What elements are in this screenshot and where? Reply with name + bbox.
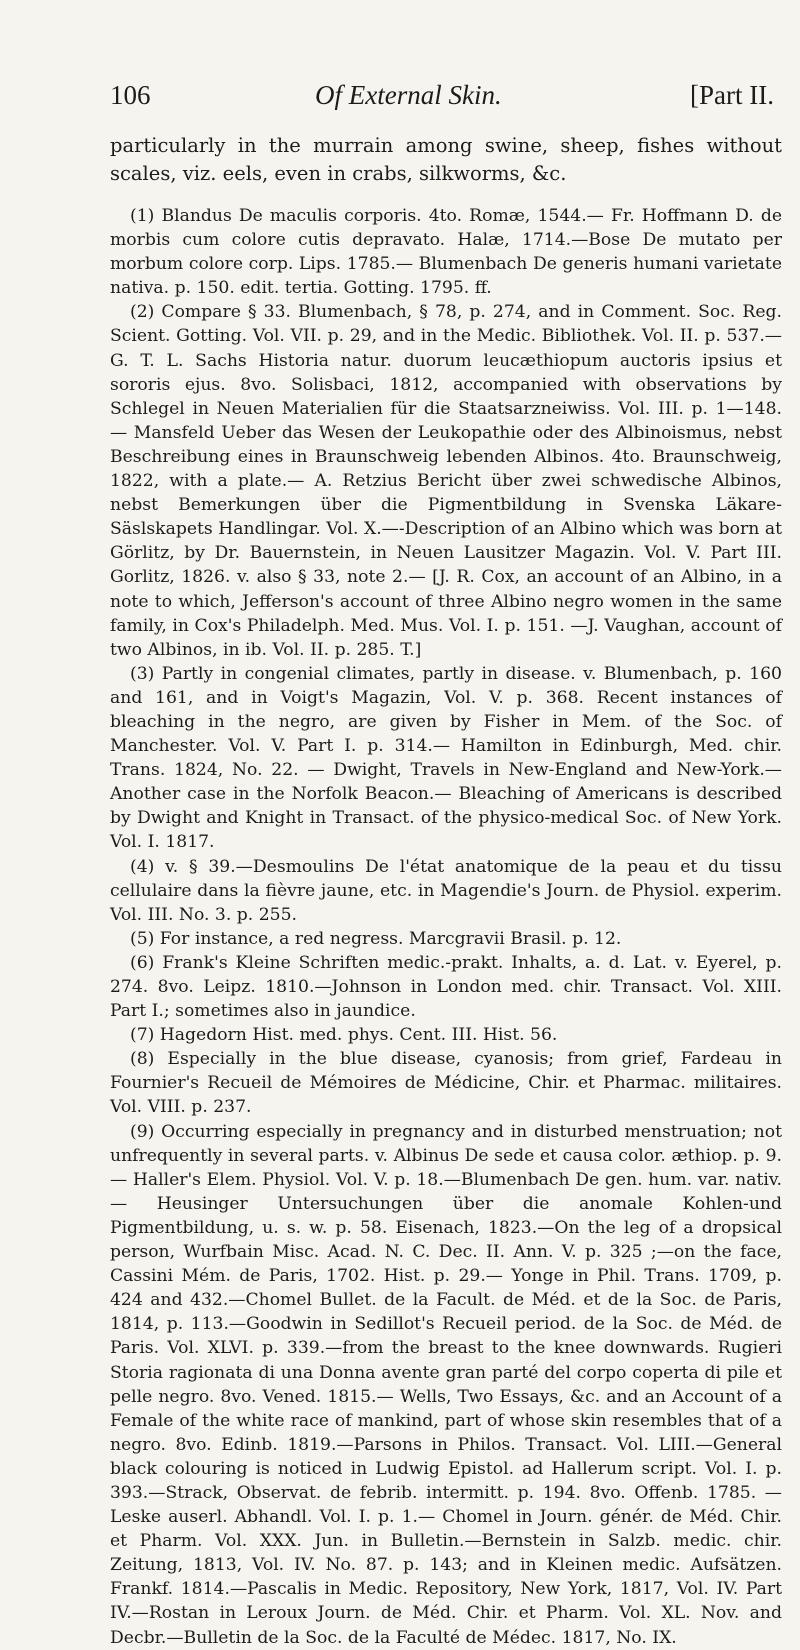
footnote-5: (5) For instance, a red negress. Marcgravii Brasil. p. 12. [130,928,622,949]
footnote-9: (9) Occurring especially in pregnancy and in disturbed menstruation; not unfrequently in several parts. v. Albinus De sede et causa color. æthiop. p. 9.— Haller's Elem. Physiol. Vol. V. p. 18.—Blumenbach De gen. hum. var. nativ.— Heusinger Untersuchungen über die anomale Kohlen-und Pigmentbildung, u. s. w. p. 58. Eisenach, 1823.—On the leg of a dropsical person, Wurfbain Misc. Acad. N. C. Dec. II. Ann. V. p. 325 ;—on the face, Cassini Mém. de Paris, 1702. Hist. p. 29.— Yonge in Phil. Trans. 1709, p. 424 and 432.—Chomel Bullet. de la Facult. de Méd. et de la Soc. de Paris, 1814, p. 113.—Goodwin in Sedillot's Recueil period. de la Soc. de Méd. de Paris. Vol. XLVI. p. 339.—from the breast to the knee downwards. Rugieri Storia ragionata di una Donna avente gran parté del corpo coperta di pile et pelle negro. 8vo. Vened. 1815.— Wells, Two Essays, &c. and an Account of a Female of the white race of mankind, part of whose skin resembles that of a negro. 8vo. Edinb. 1819.—Parsons in Philos. Transact. Vol. LIII.—General black colouring is noticed in Ludwig Epistol. ad Hallerum script. Vol. I. p. 393.—Strack, Observat. de febrib. intermitt. p. 194. 8vo. Offenb. 1785. — Leske auserl. Abhandl. Vol. I. p. 1.— Chomel in Journ. génér. de Méd. Chir. et Pharm. Vol. XXX. Jun. in Bulletin.—Bernstein in Salzb. medic. chir. Zeitung, 1813, Vol. IV. No. 87. p. 143; and in Kleinen medic. Aufsätzen. Frankf. 1814.—Pascalis in Medic. Repository, New York, 1817, Vol. IV. Part IV.—Rostan in Leroux Journ. de Méd. Chir. et Pharm. Vol. XL. Nov. and Decbr.—Bulletin de la Soc. de la Faculté de Médec. 1817, No. IX. [110,1121,782,1648]
intro-paragraph: particularly in the murrain among swine, sheep, fishes without scales, viz. eels, even in crabs, silkworms, &c. [110,134,782,185]
footnote-4: (4) v. § 39.—Desmoulins De l'état anatomique de la peau et du tissu cellulaire dans la fièvre jaune, etc. in Magendie's Journ. de Physiol. experim. Vol. III. No. 3. p. 255. [110,856,782,925]
part-label: [Part II. [690,80,774,110]
running-title: Of External Skin. [315,80,502,110]
running-head [110,80,774,112]
footnote-2: (2) Compare § 33. Blumenbach, § 78, p. 274, and in Comment. Soc. Reg. Scient. Gotting. Vol. VII. p. 29, and in the Medic. Bibliothek. Vol. II. p. 537.—G. T. L. Sachs Historia natur. duorum leucæthiopum auctoris ipsius et sororis ejus. 8vo. Solisbaci, 1812, accompanied with observations by Schlegel in Neuen Materialien für die Staatsarzneiwiss. Vol. III. p. 1—148. — Mansfeld Ueber das Wesen der Leukopathie oder des Albinoismus, nebst Beschreibung eines in Braunschweig lebenden Albinos. 4to. Braunschweig, 1822, with a plate.— A. Retzius Bericht über zwei schwedische Albinos, nebst Bemerkungen über die Pigmentbildung in Svenska Läkare-Säslskapets Handlingar. Vol. X.—-Description of an Albino which was born at Görlitz, by Dr. Bauernstein, in Neuen Lausitzer Magazin. Vol. V. Part III. Gorlitz, 1826. v. also § 33, note 2.— [J. R. Cox, an account of an Albino, in a note to which, Jefferson's account of three Albino negro women in the same family, in Cox's Philadelph. Med. Mus. Vol. I. p. 151. —J. Vaughan, account of two Albinos, in ib. Vol. II. p. 285. T.] [110,302,782,660]
footnote-8: (8) Especially in the blue disease, cyanosis; from grief, Fardeau in Fournier's Recueil de Mémoires de Médicine, Chir. et Pharmac. militaires. Vol. VIII. p. 237. [110,1049,782,1118]
page-body [110,132,782,1650]
footnote-6: (6) Frank's Kleine Schriften medic.-prakt. Inhalts, a. d. Lat. v. Eyerel, p. 274. 8vo. Leipz. 1810.—Johnson in London med. chir. Transact. Vol. XIII. Part I.; sometimes also in jaundice. [110,952,782,1022]
footnote-3: (3) Partly in congenial climates, partly in disease. v. Blumenbach, p. 160 and 161, and in Voigt's Magazin, Vol. V. p. 368. Recent instances of bleaching in the negro, are given by Fisher in Mem. of the Soc. of Manchester. Vol. V. Part I. p. 314.— Hamilton in Edinburgh, Med. chir. Trans. 1824, No. 22. — Dwight, Travels in New-England and New-York.—Another case in the Norfolk Beacon.— Bleaching of Americans is described by Dwight and Knight in Transact. of the physico-medical Soc. of New York. Vol. I. 1817. [110,663,782,853]
footnote-7: (7) Hagedorn Hist. med. phys. Cent. III. Hist. 56. [130,1025,558,1046]
footnote-1: (1) Blandus De maculis corporis. 4to. Romæ, 1544.— Fr. Hoffmann D. de morbis cum colore cutis depravato. Halæ, 1714.—Bose De mutato per morbum colore corp. Lips. 1785.— Blumenbach De generis humani varietate nativa. p. 150. edit. tertia. Gotting. 1795. ff. [110,206,782,299]
page-number: 106 [110,80,151,110]
